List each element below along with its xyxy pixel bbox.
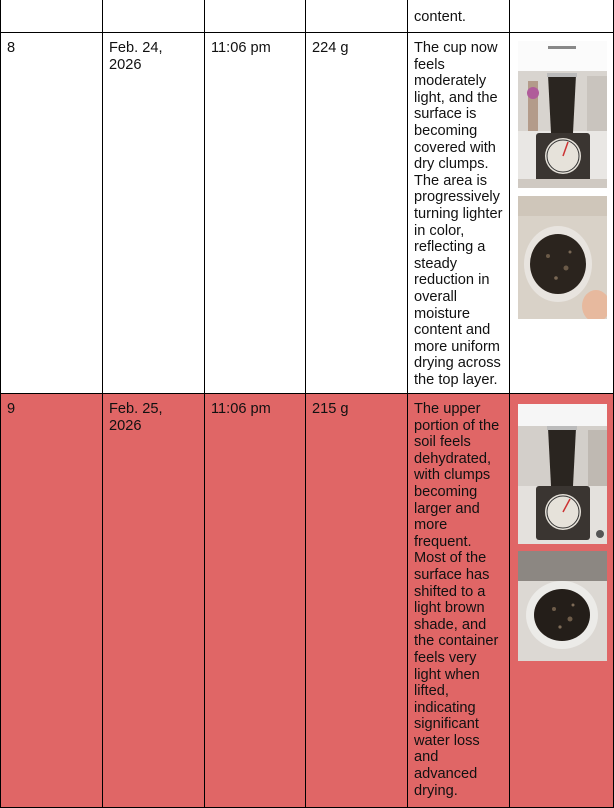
weight-cell: 224 g (306, 33, 408, 393)
date-cell: Feb. 24, 2026 (103, 33, 205, 393)
day-cell: 8 (0, 33, 103, 393)
time-cell: 11:06 pm (205, 394, 306, 807)
day-cell: 9 (0, 394, 103, 807)
table-row (0, 394, 614, 808)
weight-cell (306, 0, 408, 32)
photo-cell (510, 394, 614, 807)
scale-photo-icon (518, 404, 607, 544)
day-cell (0, 0, 103, 32)
time-cell (205, 0, 306, 32)
notes-cell: content. (408, 0, 510, 32)
soil-cup-photo-icon (518, 551, 607, 661)
table-row (0, 0, 614, 33)
scale-photo-icon (518, 41, 607, 188)
photo-cell (510, 0, 614, 32)
soil-cup-photo-icon (518, 196, 607, 319)
time-cell: 11:06 pm (205, 33, 306, 393)
notes-cell: The upper portion of the soil feels dehydrated, with clumps becoming larger and more frequent. Most of the surface has shifted to a light brown shade, and the container feels very light when lifted, indicating significant water loss and advanced drying. (408, 394, 510, 807)
notes-cell: The cup now feels moderately light, and the surface is becoming covered with dry clumps. The area is progressively turning lighter in color, reflecting a steady reduction in overall moisture content and more uniform drying across the top layer. (408, 33, 510, 393)
weight-cell: 215 g (306, 394, 408, 807)
table-row (0, 33, 614, 394)
date-cell (103, 0, 205, 32)
photo-cell (510, 33, 614, 393)
date-cell: Feb. 25, 2026 (103, 394, 205, 807)
